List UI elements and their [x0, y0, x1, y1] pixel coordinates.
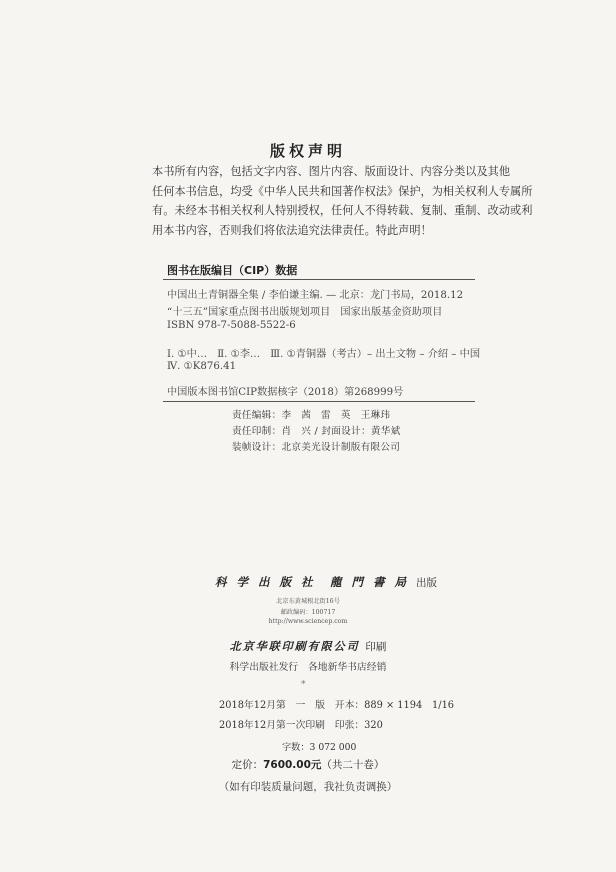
- publisher-names: 科 学 出 版 社 龍 門 書 局: [215, 575, 410, 589]
- separator-mark: *: [301, 680, 306, 690]
- printer-line: [0, 638, 616, 654]
- printer-name: 北京华联印刷有限公司: [229, 640, 360, 653]
- word-count: 字数：3 072 000: [282, 742, 357, 753]
- copyright-line: 任何本书信息，均受《中华人民共和国著作权法》保护，为相关权利人专属所: [152, 184, 533, 198]
- copyright-title: 版权声明: [269, 142, 346, 160]
- cip-classification-line: Ⅳ. ①K876.41: [167, 361, 237, 372]
- publisher-address: 北京东黄城根北街16号: [276, 598, 340, 605]
- price-label: 定价：: [231, 759, 264, 771]
- copyright-line: 本书所有内容，包括文字内容、图片内容、版面设计、内容分类以及其他: [152, 165, 511, 178]
- staff-editors: 责任编辑：李 茜 雷 英 王琳玮: [232, 410, 391, 421]
- cip-bottom-rule: [163, 401, 475, 402]
- staff-production: 责任印制：肖 兴 / 封面设计：黄华斌: [232, 426, 401, 437]
- copyright-line: 有。未经本书相关权利人特别授权，任何人不得转载、复制、重制、改动或利: [152, 204, 533, 217]
- publisher-line: [215, 574, 437, 590]
- cip-project-line: “十三五”国家重点图书出版规划项目 国家出版基金资助项目: [167, 307, 443, 318]
- edition-line: 2018年12月第 一 版 开本：889 × 1194 1/16: [219, 700, 455, 711]
- cip-record-number: 中国版本图书馆CIP数据核字（2018）第268999号: [167, 387, 404, 398]
- publisher-website: http://www.sciencep.com: [268, 618, 348, 625]
- distribution-line: 科学出版社发行 各地新华书店经销: [229, 662, 387, 673]
- cip-top-rule: [163, 279, 475, 280]
- printing-line: 2018年12月第一次印刷 印张：320: [219, 720, 383, 731]
- cip-isbn-line: ISBN 978-7-5088-5522-6: [167, 320, 296, 331]
- price-line: [0, 757, 616, 772]
- price-note: （共二十卷）: [321, 759, 385, 771]
- price-value: 7600.00元: [263, 759, 322, 771]
- cip-heading: 图书在版编目（CIP）数据: [167, 264, 298, 277]
- quality-note: （如有印装质量问题，我社负责调换）: [218, 781, 398, 793]
- printer-suffix: 印刷: [365, 641, 387, 653]
- cip-bibliographic-line: 中国出土青铜器全集 / 李伯谦主编. — 北京：龙门书局，2018.12: [167, 290, 464, 301]
- cip-classification-line: Ⅰ. ①中… Ⅱ. ①李… Ⅲ. ①青铜器（考古）– 出土文物 – 介绍 – 中国: [167, 349, 481, 360]
- publisher-postcode: 邮政编码：100717: [280, 609, 336, 616]
- staff-design: 装帧设计：北京美光设计制版有限公司: [232, 442, 401, 453]
- copyright-line: 用本书内容，否则我们将依法追究法律责任。特此声明！: [152, 223, 432, 237]
- publisher-suffix: 出版: [416, 577, 438, 589]
- copyright-paragraph: [152, 162, 533, 240]
